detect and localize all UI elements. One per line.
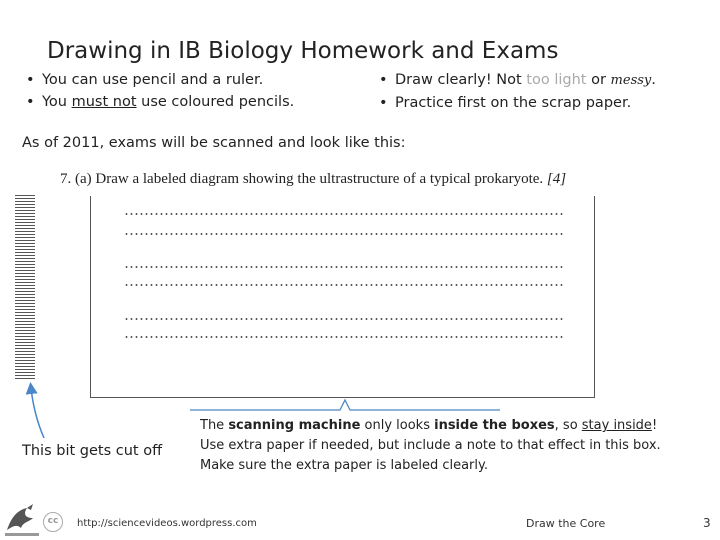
cutoff-label: This bit gets cut off (22, 443, 163, 459)
text-run: , so (554, 418, 582, 433)
creative-commons-icon: cc (43, 512, 63, 532)
text-run: Practice first on the scrap paper. (395, 95, 632, 111)
text-run: must not (71, 94, 137, 110)
text-run: scanning machine (228, 418, 361, 433)
section-heading: As of 2011, exams will be scanned and look like this: (22, 135, 406, 151)
note-line: Make sure the extra paper is labeled clearly. (200, 458, 488, 473)
bracket-to-box (190, 400, 500, 410)
text-run: use coloured pencils. (136, 94, 295, 110)
text-run: messy (610, 73, 652, 88)
text-run: too light (526, 72, 587, 88)
text-run: inside the boxes (434, 418, 555, 433)
footer-url[interactable]: http://sciencevideos.wordpress.com (77, 518, 257, 529)
note-line (200, 416, 661, 436)
text-run: stay inside (581, 418, 652, 433)
text-run: Draw clearly! Not (395, 72, 527, 88)
question-text: 7. (a) Draw a labeled diagram showing the ultrastructure of a typical prokaryote. (60, 171, 544, 187)
question-marks: [4] (546, 171, 567, 187)
page-title: Drawing in IB Biology Homework and Exams (47, 38, 559, 64)
text-run: only looks (360, 418, 435, 433)
text-run: You (42, 94, 72, 110)
text-run: . (651, 72, 656, 88)
text-run: ! (651, 418, 658, 433)
text-run: or (586, 72, 611, 88)
text-run: You can use pencil and a ruler. (42, 72, 264, 88)
page-number: 3 (703, 516, 711, 530)
dragon-logo-icon (3, 500, 41, 538)
footer-title: Draw the Core (526, 517, 606, 530)
note-line: Use extra paper if needed, but include a note to that effect in this box. (200, 438, 661, 453)
arrow-to-strip (31, 388, 44, 438)
scanner-note (200, 416, 661, 476)
text-run: The (200, 418, 229, 433)
